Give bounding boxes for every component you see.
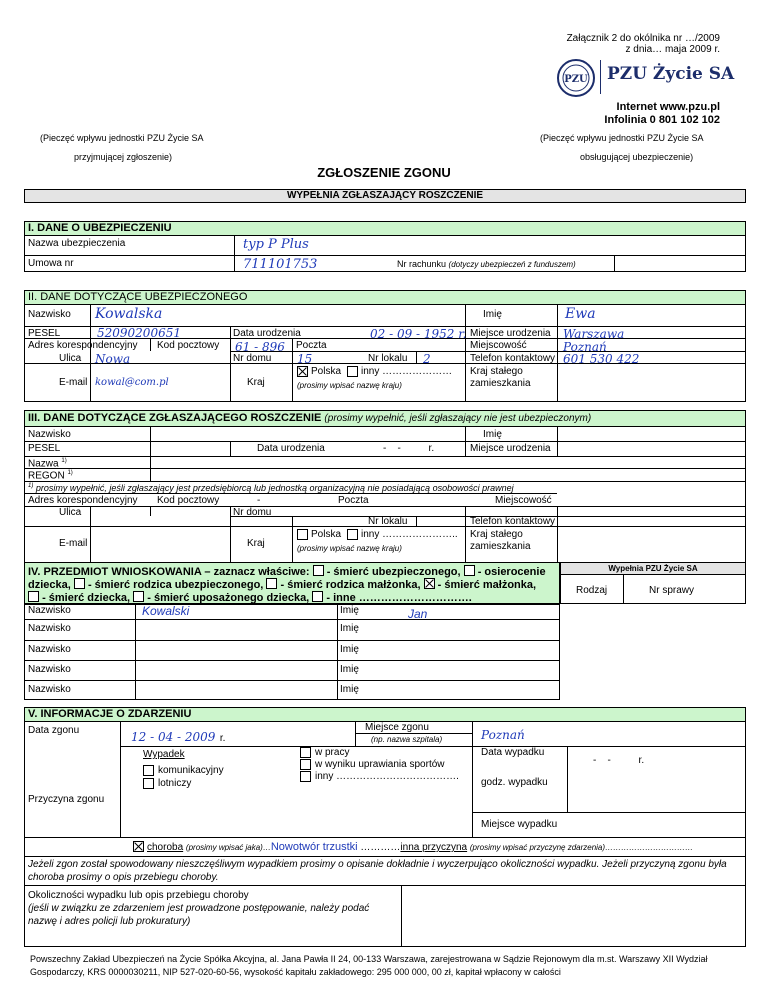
stamp-left-2: przyjmującej zgłoszenie) [74, 152, 173, 162]
death-place-label: Miejsce zgonu [365, 722, 429, 733]
accident-label: Wypadek [143, 749, 185, 760]
claimant-postal-label: Kod pocztowy [157, 495, 220, 506]
accident-traffic-checkbox[interactable] [143, 765, 154, 776]
section-5 [24, 707, 746, 947]
claimant-pesel-label: PESEL [28, 443, 61, 454]
death-place-value[interactable]: Poznań [481, 728, 525, 742]
accident-place-label: Miejsce wypadku [481, 819, 558, 830]
insured-residence-label: Kraj stałego zamieszkania [470, 366, 531, 389]
page-title: ZGŁOSZENIE ZGONU [317, 165, 451, 180]
section-3-title: III. DANE DOTYCZĄCE ZGŁASZAJĄCEGO ROSZCZENIE (prosimy wypełnić, jeśli zgłaszający nie jest ubezpieczonym) [28, 412, 592, 424]
insured-surname-label: Nazwisko [28, 309, 71, 320]
death-place-note: (np. nazwa szpitala) [371, 735, 443, 744]
person-first-label: Imię [340, 605, 359, 616]
person-first-value[interactable]: Jan [408, 607, 428, 621]
claimant-country-note: (prosimy wpisać nazwę kraju) [297, 544, 402, 553]
insured-pesel-value[interactable]: 52090200651 [97, 326, 181, 340]
claimant-flat-label: Nr lokalu [368, 516, 408, 527]
option-other-checkbox[interactable] [312, 591, 323, 602]
pzu-seal-icon [556, 58, 596, 98]
insured-house-value[interactable]: 15 [297, 352, 313, 366]
insured-email-label: E-mail [59, 377, 88, 388]
accident-sport-checkbox[interactable] [300, 759, 311, 770]
fill-banner: WYPEŁNIA ZGŁASZAJĄCY ROSZCZENIE [24, 189, 746, 203]
option-spouse-death-checkbox[interactable] [424, 578, 435, 589]
claimant-birthplace-label: Miejsce urodzenia [470, 443, 551, 454]
insured-pesel-label: PESEL [28, 328, 61, 339]
accident-other-label: inny ………………………………. [315, 771, 459, 782]
claimant-footnote: $^{1)}$ prosimy wypełnić, jeśli zgłaszający jest przedsiębiorcą lub jednostką organizacyjną nie posiadającą osobowości prawnej [28, 483, 514, 493]
insured-dob-value[interactable]: 02 - 09 - 1952 r. [370, 327, 467, 341]
insured-surname-value[interactable]: Kowalska [95, 306, 163, 322]
accident-date-placeholder[interactable]: - - r. [593, 755, 645, 766]
pzu-box [560, 562, 746, 604]
rodzaj-label: Rodzaj [576, 585, 608, 596]
logo-text: PZU Życie SA [607, 64, 735, 84]
person-first-label: Imię [340, 684, 359, 695]
person-surname-value[interactable]: Kowalski [142, 604, 190, 618]
stamp-left-1: (Pieczęć wpływu jednostki PZU Życie SA [40, 133, 204, 143]
insured-birthplace-label: Miejsce urodzenia [470, 328, 551, 339]
accident-work-checkbox[interactable] [300, 747, 311, 758]
stamp-right-1: (Pieczęć wpływu jednostki PZU Życie SA [540, 133, 704, 143]
section-1-title: I. DANE O UBEZPIECZENIU [28, 222, 172, 234]
insured-country-label: Kraj [247, 377, 265, 388]
claimant-country-label: Kraj [247, 538, 265, 549]
person-surname-label: Nazwisko [28, 684, 71, 695]
claimant-polska-checkbox[interactable] [297, 529, 308, 540]
insured-postal-label: Kod pocztowy [157, 340, 220, 351]
option-parent-death-checkbox[interactable] [74, 578, 85, 589]
claimant-city-label: Miejscowość [495, 495, 552, 506]
insured-first-value[interactable]: Ewa [565, 306, 596, 322]
insured-post-label: Poczta [296, 340, 327, 351]
insured-first-label: Imię [483, 309, 502, 320]
internet: Internet www.pzu.pl [616, 101, 720, 113]
insured-city-value[interactable]: Poznań [563, 340, 607, 354]
persons-table [24, 604, 560, 700]
circumstances-field[interactable] [402, 886, 744, 946]
person-surname-label: Nazwisko [28, 664, 71, 675]
annex-line-1: Załącznik 2 do okólnika nr …/2009 [566, 33, 720, 44]
insured-flat-label: Nr lokalu [368, 353, 408, 364]
claimant-postal-dash: - [257, 495, 261, 506]
accident-air-checkbox[interactable] [143, 778, 154, 789]
claimant-address-label: Adres korespondencyjny [28, 495, 138, 506]
option-child-death-checkbox[interactable] [28, 591, 39, 602]
claimant-name-label: Nazwa $^{1)}$ [28, 458, 67, 470]
claimant-dob-label: Data urodzenia [257, 443, 325, 454]
account-field[interactable] [615, 256, 744, 271]
claimant-inny-label: inny ………………….. [361, 529, 458, 540]
accident-traffic-label: komunikacyjny [158, 765, 224, 776]
claimant-street-label: Ulica [59, 507, 82, 518]
option-spouse-parent-death-checkbox[interactable] [266, 578, 277, 589]
insured-email-value[interactable]: kowal@com.pl [95, 377, 169, 388]
accident-time-label: godz. wypadku [481, 777, 548, 788]
insurance-name-value[interactable]: typ P Plus [243, 237, 309, 252]
claimant-house-label: Nr domu [233, 507, 272, 518]
claimant-polska-label: Polska [311, 529, 342, 540]
option-orphan-checkbox[interactable] [464, 565, 475, 576]
claimant-regon-label: REGON $^{1)}$ [28, 470, 73, 482]
accident-work-label: w pracy [315, 747, 350, 758]
claimant-surname-label: Nazwisko [28, 429, 71, 440]
section-2 [24, 290, 746, 402]
death-date-field[interactable]: 12 - 04 - 2009 r. [131, 730, 226, 744]
cause-label: Przyczyna zgonu [28, 794, 105, 805]
insured-dob-label: Data urodzenia [233, 328, 301, 339]
insured-birthplace-value[interactable]: Warszawa [563, 327, 625, 341]
accident-date-label: Data wypadku [481, 747, 545, 758]
insured-polska-checkbox[interactable] [297, 366, 308, 377]
insured-flat-value[interactable]: 2 [423, 352, 431, 366]
person-first-label: Imię [340, 644, 359, 655]
insured-inny-label: inny ………………… [361, 366, 453, 377]
insured-street-label: Ulica [59, 353, 82, 364]
claimant-inny-checkbox[interactable] [347, 529, 358, 540]
circumstances-label: Okoliczności wypadku lub opis przebiegu choroby (jeśli w związku ze zdarzeniem jest prowadzone postępowanie, należy podać nazwę i adres policji lub prokuratury) [28, 890, 370, 927]
infolinia: Infolinia 0 801 102 102 [604, 114, 720, 126]
section-5-title: V. INFORMACJE O ZDARZENIU [28, 708, 192, 720]
insured-polska-label: Polska [311, 366, 342, 377]
claimant-dob-placeholder[interactable]: - - r. [383, 443, 435, 454]
accident-sport-label: w wyniku uprawiania sportów [315, 759, 445, 770]
contract-label: Umowa nr [28, 258, 74, 269]
insured-country-note: (prosimy wpisać nazwę kraju) [297, 381, 402, 390]
section-3 [24, 410, 746, 563]
pzu-logo [556, 58, 596, 98]
person-surname-label: Nazwisko [28, 644, 71, 655]
logo-divider [600, 60, 601, 94]
cause-disease-checkbox[interactable] [133, 841, 144, 852]
insurance-name-label: Nazwa ubezpieczenia [28, 238, 126, 249]
insured-address-label: Adres korespondencyjny [28, 340, 138, 351]
insured-phone-value[interactable]: 601 530 422 [563, 352, 640, 366]
stamp-right-2: obsługującej ubezpieczenie) [580, 152, 694, 162]
person-first-label: Imię [340, 623, 359, 634]
option-insured-death-checkbox[interactable] [313, 565, 324, 576]
cause-disease-line: choroba (prosimy wpisać jaka)…Nowotwór trzustki …………inna przyczyna (prosimy wpisać przyczynę zdarzenia)…………………………… [147, 841, 694, 853]
claimant-phone-label: Telefon kontaktowy [470, 516, 556, 527]
claimant-first-label: Imię [483, 429, 502, 440]
pzu-box-header: Wypełnia PZU Życie SA [608, 564, 698, 573]
section-4-header: IV. PRZEDMIOT WNIOSKOWANIA – zaznacz właściwe: - śmierć ubezpieczonego, - osierocenie dziecka, - śmierć rodzica ubezpieczonego, - śmierć rodzica małżonka, - śmierć małżonka, - śmierć dziecka, - śmierć uposażonego dziecka, - inne …………………………. [24, 562, 560, 604]
insured-phone-label: Telefon kontaktowy [470, 353, 556, 364]
section-2-title: II. DANE DOTYCZĄCE UBEZPIECZONEGO [28, 291, 248, 303]
insured-house-label: Nr domu [233, 353, 272, 364]
insured-street-value[interactable]: Nowa [95, 352, 131, 366]
annex-line-2: z dnia… maja 2009 r. [625, 44, 720, 55]
insured-inny-checkbox[interactable] [347, 366, 358, 377]
option-beneficiary-child-death-checkbox[interactable] [133, 591, 144, 602]
instruction-text: Jeżeli zgon został spowodowany nieszczęśliwym wypadkiem prosimy o opisanie dokładnie i wyczerpująco okoliczności wypadku. Jeżeli przyczyną zgonu była choroba prosimy o opis przebiegu choroby. [28, 859, 727, 883]
claimant-post-label: Poczta [338, 495, 369, 506]
insured-postal-value[interactable]: 61 - 896 [235, 340, 285, 354]
section-1 [24, 221, 746, 272]
death-date-label: Data zgonu [28, 725, 80, 736]
account-label: Nr rachunku (dotyczy ubezpieczeń z funduszem) [397, 259, 576, 269]
person-surname-label: Nazwisko [28, 605, 71, 616]
svg-text:PZU: PZU [564, 74, 588, 85]
contract-value[interactable]: 711101753 [243, 257, 318, 272]
nr-sprawy-label: Nr sprawy [649, 585, 695, 596]
claimant-residence-label: Kraj stałego zamieszkania [470, 529, 531, 552]
footer-text: Powszechny Zakład Ubezpieczeń na Życie Spółka Akcyjna, al. Jana Pawła II 24, 00-133 Warszawa, zarejestrowana w Sądzie Rejonowym dla m.st. Warszawy XII Wydział Gospodarczy, KRS 0000030211, NIP 527-020-60-56, wysokość kapitału zakładowego: 295 000 000, 00 zł, kapitał wpłacony w całości [30, 954, 708, 977]
insured-city-label: Miejscowość [470, 340, 527, 351]
person-surname-label: Nazwisko [28, 623, 71, 634]
person-first-label: Imię [340, 664, 359, 675]
claimant-email-label: E-mail [59, 538, 88, 549]
accident-air-label: lotniczy [158, 778, 192, 789]
accident-other-checkbox[interactable] [300, 771, 311, 782]
